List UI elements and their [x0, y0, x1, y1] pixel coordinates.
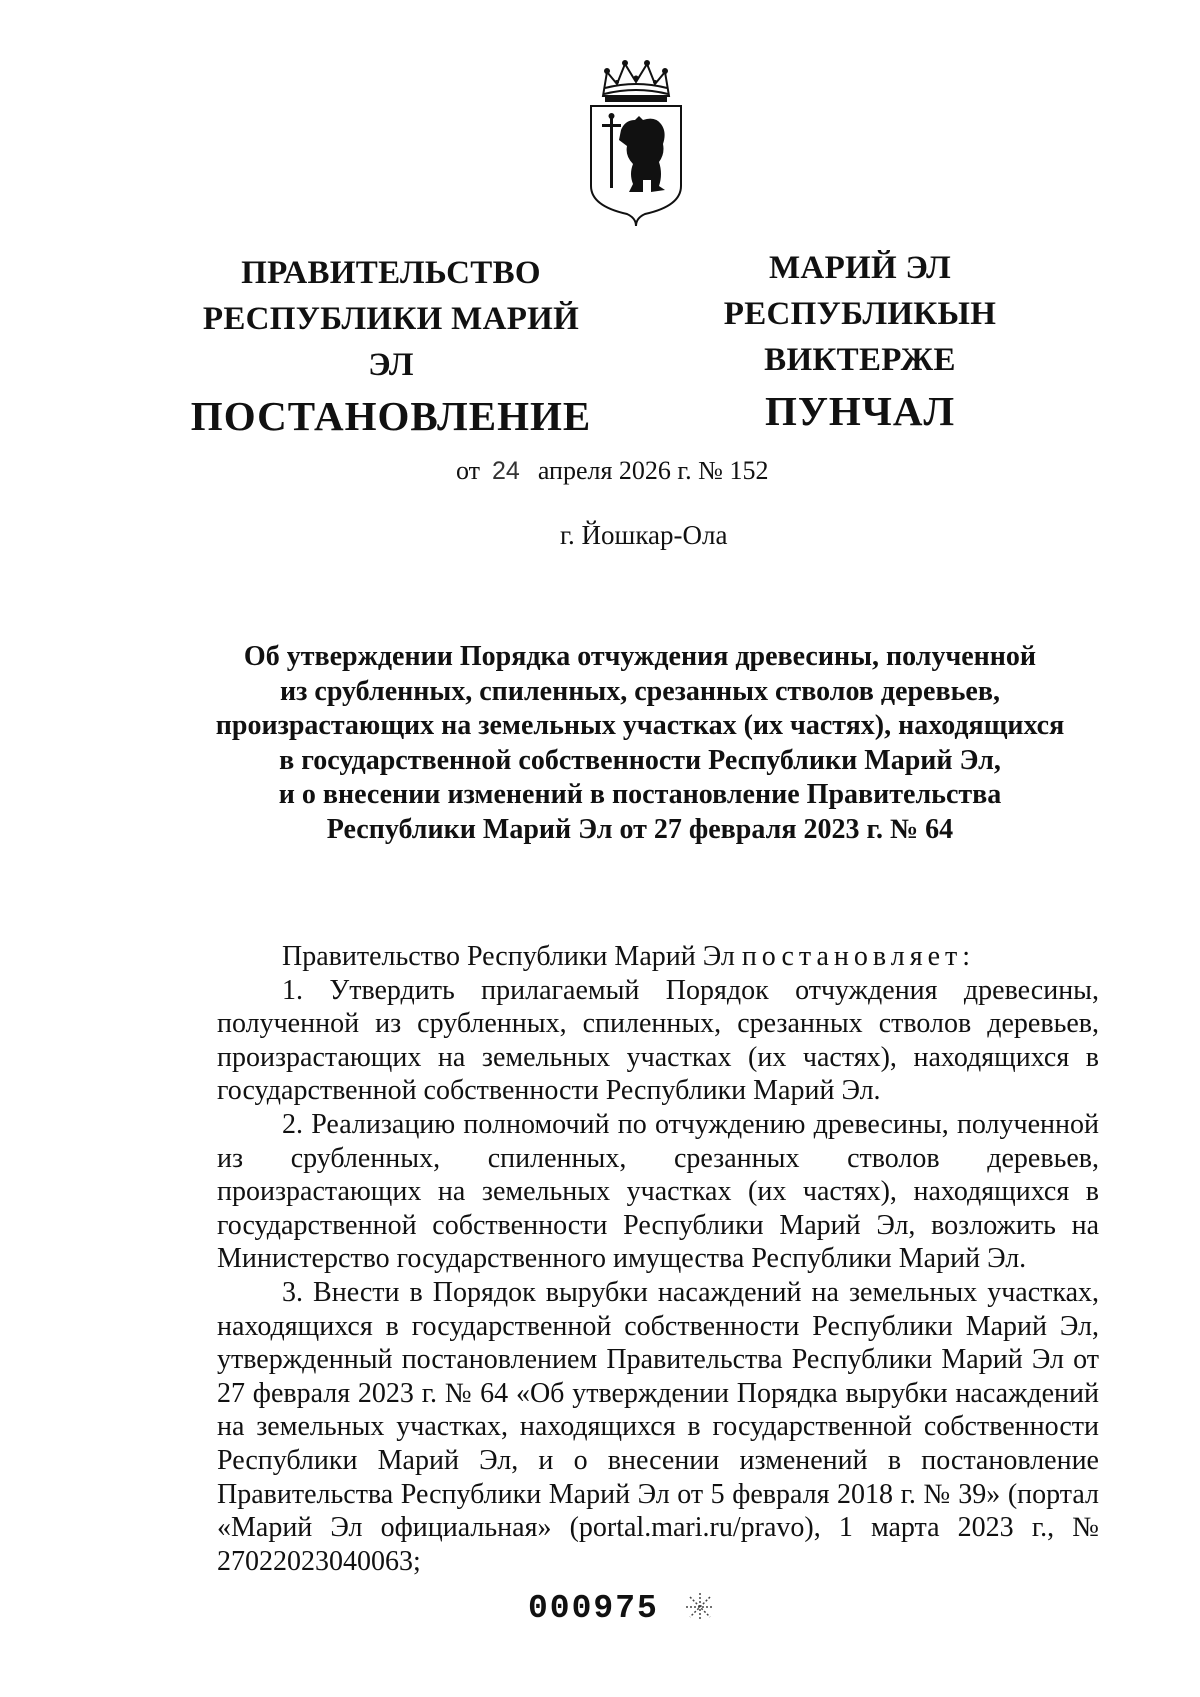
header-right-line2: ВИКТЕРЖЕ	[764, 342, 956, 378]
title-line: из срубленных, спиленных, срезанных стволов деревьев,	[280, 675, 1000, 707]
title-line: Об утверждении Порядка отчуждения древесины, полученной	[243, 641, 1037, 672]
coat-of-arms-icon	[585, 58, 687, 230]
title-line: в государственной собственности Республики Марий Эл,	[279, 744, 1001, 776]
date-rest: апреля 2026 г. № 152	[537, 456, 769, 485]
paragraph-3: 3. Внести в Порядок вырубки насаждений на земельных участках, находящихся в государственной собственности Республики Марий Эл, утвержденный постановлением Правительства Республики Марий Эл от 27 февраля 2023 г. № 64 «Об утверждении Порядка вырубки насаждений на земельных участках, находящихся в государственной собственности Республики Марий Эл, и о внесении изменений в постановление Правительства Республики Марий Эл от 5 февраля 2018 г. № 39» (портал «Марий Эл официальная» (portal.mari.ru/pravo), 1 марта 2023 г., № 27022023040063;	[217, 1276, 1099, 1577]
serial-number: 000975	[528, 1590, 659, 1627]
header-right	[650, 245, 1070, 439]
paragraph-1: 1. Утвердить прилагаемый Порядок отчуждения древесины, полученной из срубленных, спиленных, срезанных стволов деревьев, произрастающих на земельных участках (их частях), находящихся в государственной собственности Республики Марий Эл.	[217, 974, 1099, 1107]
intro-paragraph	[217, 940, 1099, 974]
intro-prefix: Правительство Республики Марий Эл	[282, 941, 742, 972]
intro-action: постановляет:	[741, 941, 976, 972]
document-body	[217, 940, 1099, 1578]
document-date	[456, 456, 768, 486]
date-day: 24	[492, 457, 520, 485]
date-prefix: от	[456, 456, 481, 485]
title-line: и о внесении изменений в постановление Правительства	[278, 779, 1002, 811]
title-line: Республики Марий Эл от 27 февраля 2023 г. № 64	[326, 813, 954, 845]
header-left	[185, 250, 597, 444]
header-right-doc-type: ПУНЧАЛ	[764, 388, 956, 434]
header-right-line1: МАРИЙ ЭЛ РЕСПУБЛИКЫН	[723, 250, 997, 332]
document-title	[200, 640, 1080, 848]
paragraph-2: 2. Реализацию полномочий по отчуждению древесины, полученной из срубленных, спиленных, срезанных стволов деревьев, произрастающих на земельных участках (их частях), находящихся в государственной собственности Республики Марий Эл, возложить на Министерство государственного имущества Республики Марий Эл.	[217, 1108, 1099, 1275]
header-left-line1: ПРАВИТЕЛЬСТВО	[241, 255, 541, 291]
title-line: произрастающих на земельных участках (их частях), находящихся	[215, 710, 1065, 742]
header-left-doc-type: ПОСТАНОВЛЕНИЕ	[190, 393, 592, 439]
asterisk-stamp-icon	[683, 1590, 717, 1624]
header-left-line2: РЕСПУБЛИКИ МАРИЙ ЭЛ	[202, 301, 580, 383]
document-city: г. Йошкар-Ола	[560, 520, 728, 550]
